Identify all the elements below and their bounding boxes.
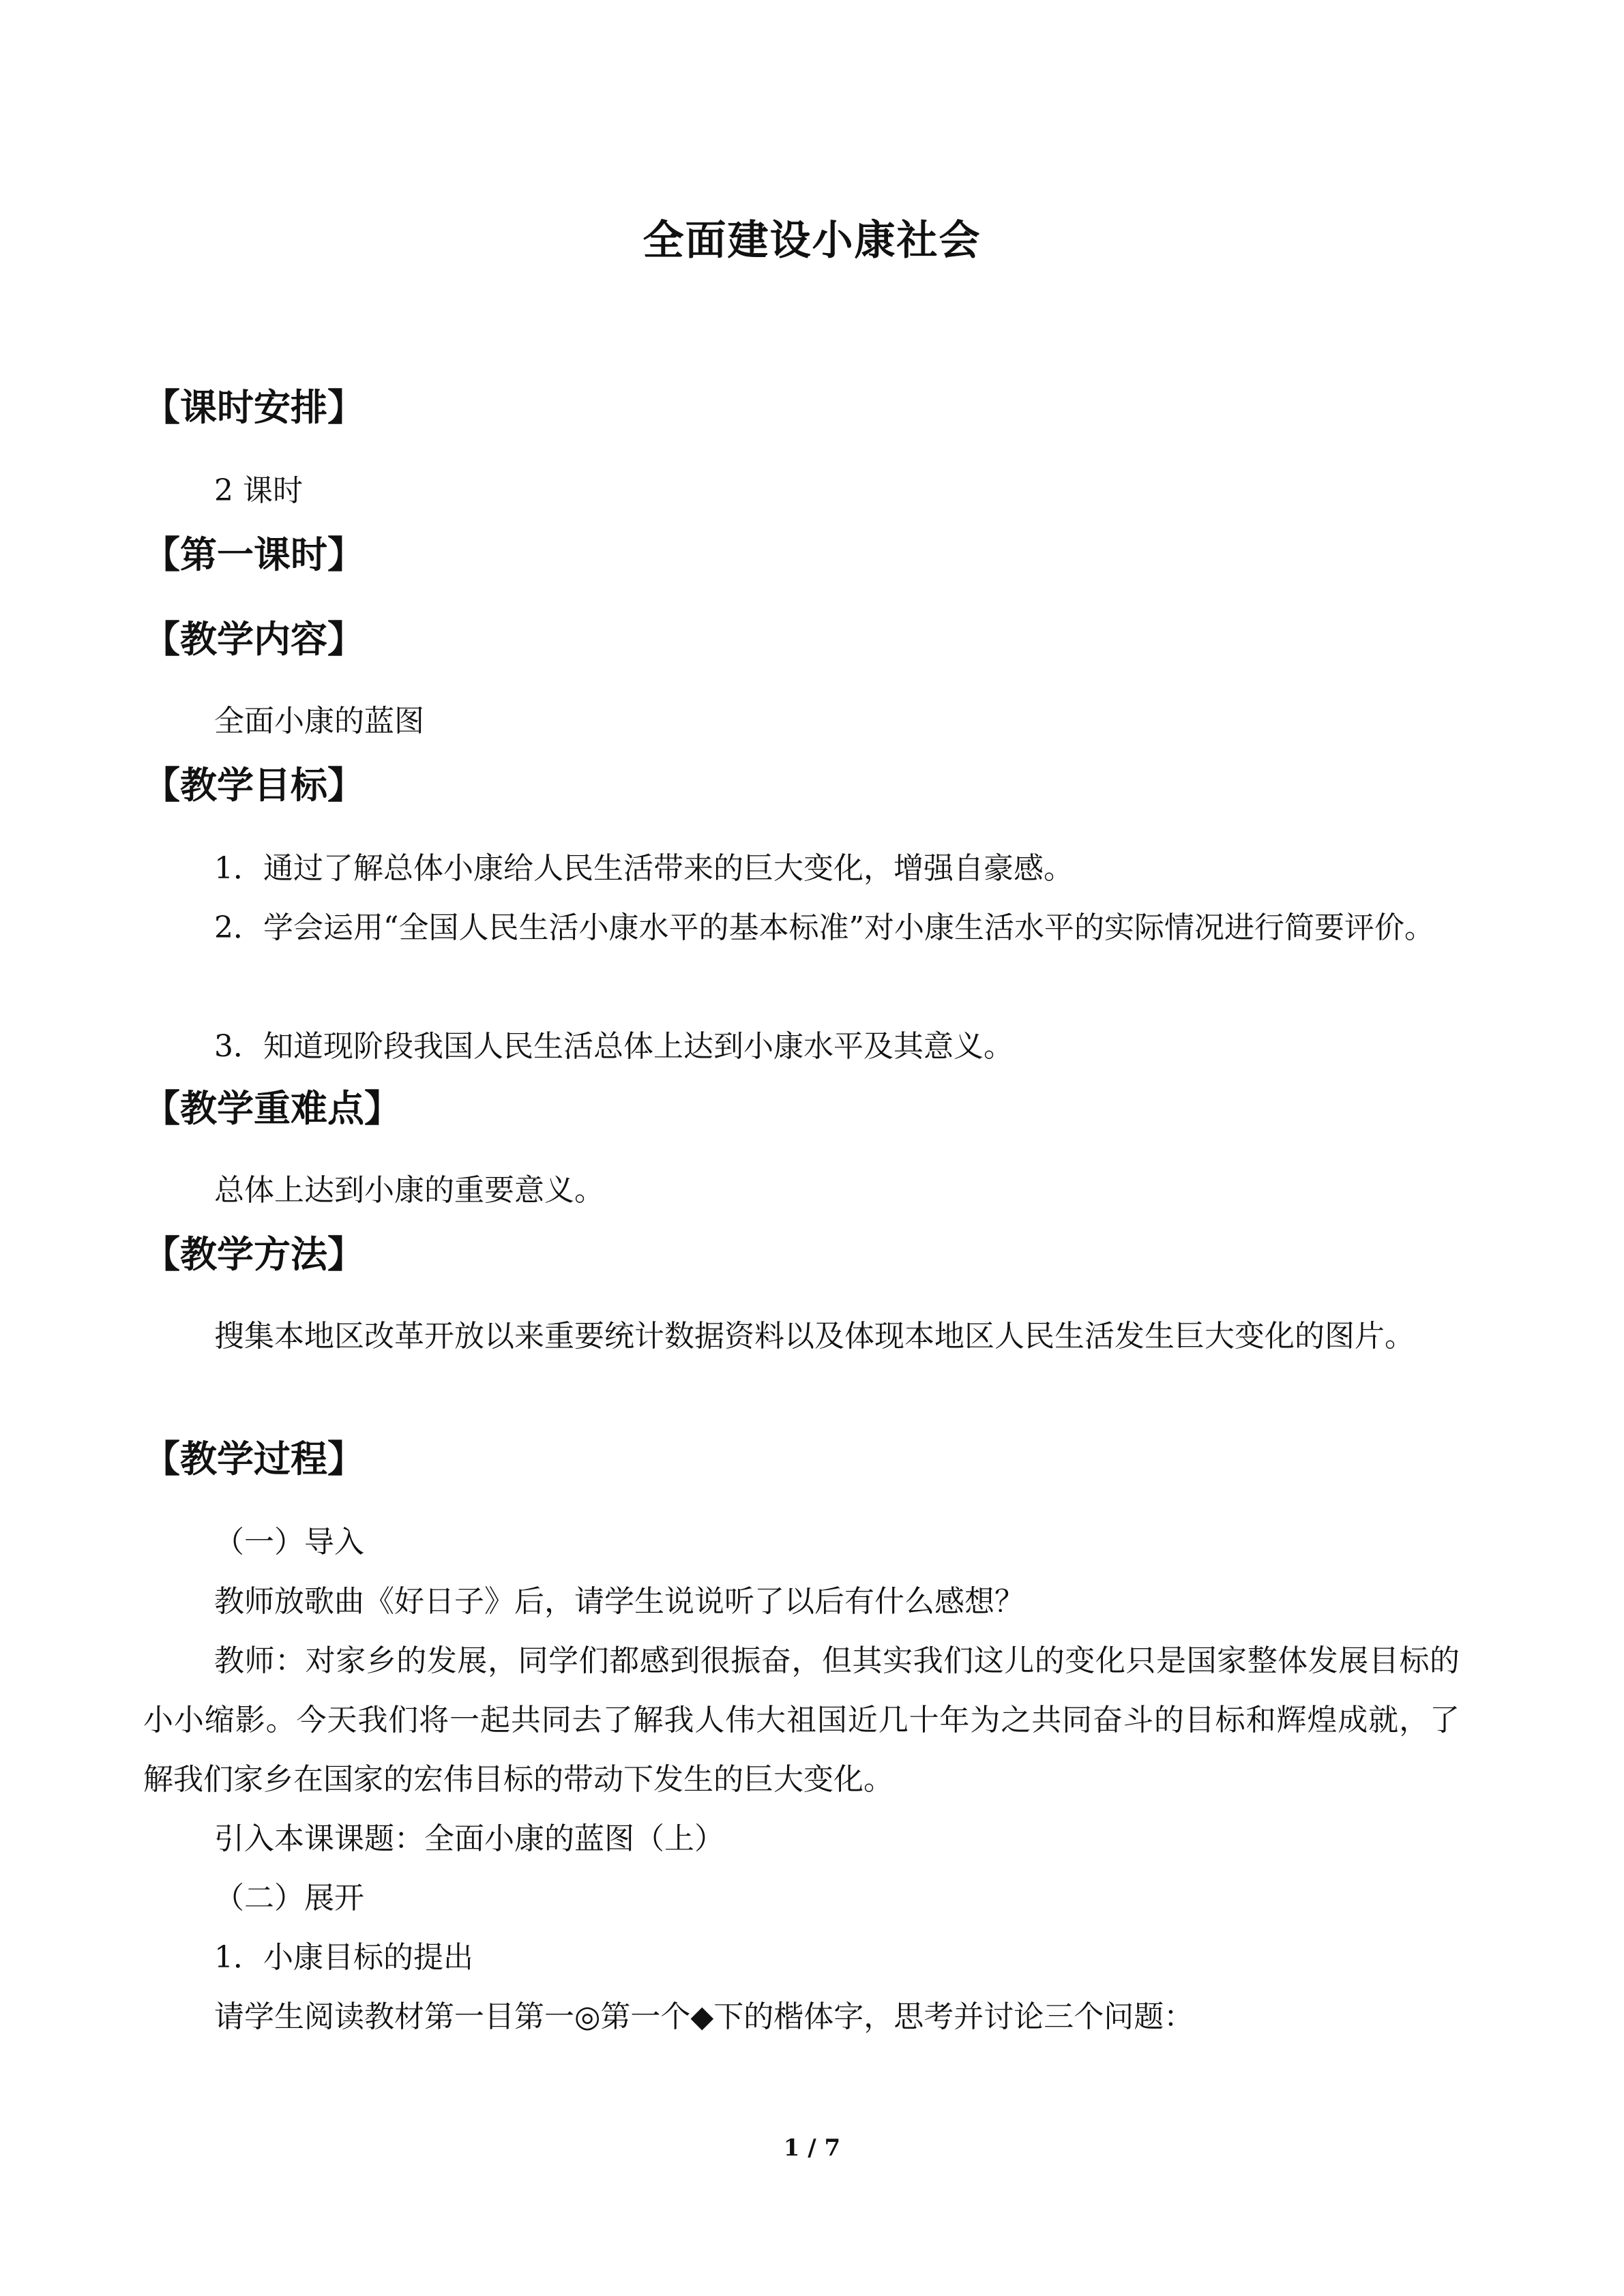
goal-item-1: 1．通过了解总体小康给人民生活带来的巨大变化，增强自豪感。: [214, 851, 1074, 886]
heading-schedule: 【课时安排】: [143, 386, 364, 429]
page-number: 1 / 7: [783, 2134, 841, 2162]
schedule-text: 2 课时: [214, 473, 303, 508]
methods-text: 搜集本地区改革开放以来重要统计数据资料以及体现本地区人民生活发生巨大变化的图片。: [214, 1319, 1415, 1354]
content-text: 全面小康的蓝图: [214, 704, 424, 739]
process-intro-label: （一）导入: [214, 1525, 364, 1560]
process-teacher-text: 教师：对家乡的发展，同学们都感到很振奋，但其实我们这儿的变化只是国家整体发展目标的小小缩影。今天我们将一起共同去了解我人伟大祖国近几十年为之共同奋斗的目标和辉煌成就，了解我们家乡在国家的宏伟目标的带动下发生的巨大变化。: [143, 1643, 1460, 1797]
process-intro-text: 教师放歌曲《好日子》后，请学生说说听了以后有什么感想？: [214, 1584, 1024, 1619]
process-item-1: 1．小康目标的提出: [214, 1940, 473, 1975]
key-points-text: 总体上达到小康的重要意义。: [214, 1173, 604, 1208]
document-title: 全面建设小康社会: [643, 217, 981, 265]
heading-lesson-1: 【第一课时】: [143, 533, 364, 576]
heading-key-points: 【教学重难点】: [143, 1087, 401, 1130]
heading-goals: 【教学目标】: [143, 764, 364, 807]
goal-item-2: 2．学会运用“全国人民生活小康水平的基本标准”对小康生活水平的实际情况进行简要评价。: [214, 910, 1434, 945]
heading-content: 【教学内容】: [143, 618, 364, 661]
process-topic-text: 引入本课课题：全面小康的蓝图（上）: [214, 1821, 724, 1856]
heading-methods: 【教学方法】: [143, 1233, 364, 1276]
process-expand-label: （二）展开: [214, 1881, 364, 1915]
heading-process: 【教学过程】: [143, 1437, 364, 1480]
process-read-text: 请学生阅读教材第一目第一◎第一个◆下的楷体字，思考并讨论三个问题：: [214, 1999, 1194, 2034]
goal-item-3: 3．知道现阶段我国人民生活总体上达到小康水平及其意义。: [214, 1029, 1014, 1064]
